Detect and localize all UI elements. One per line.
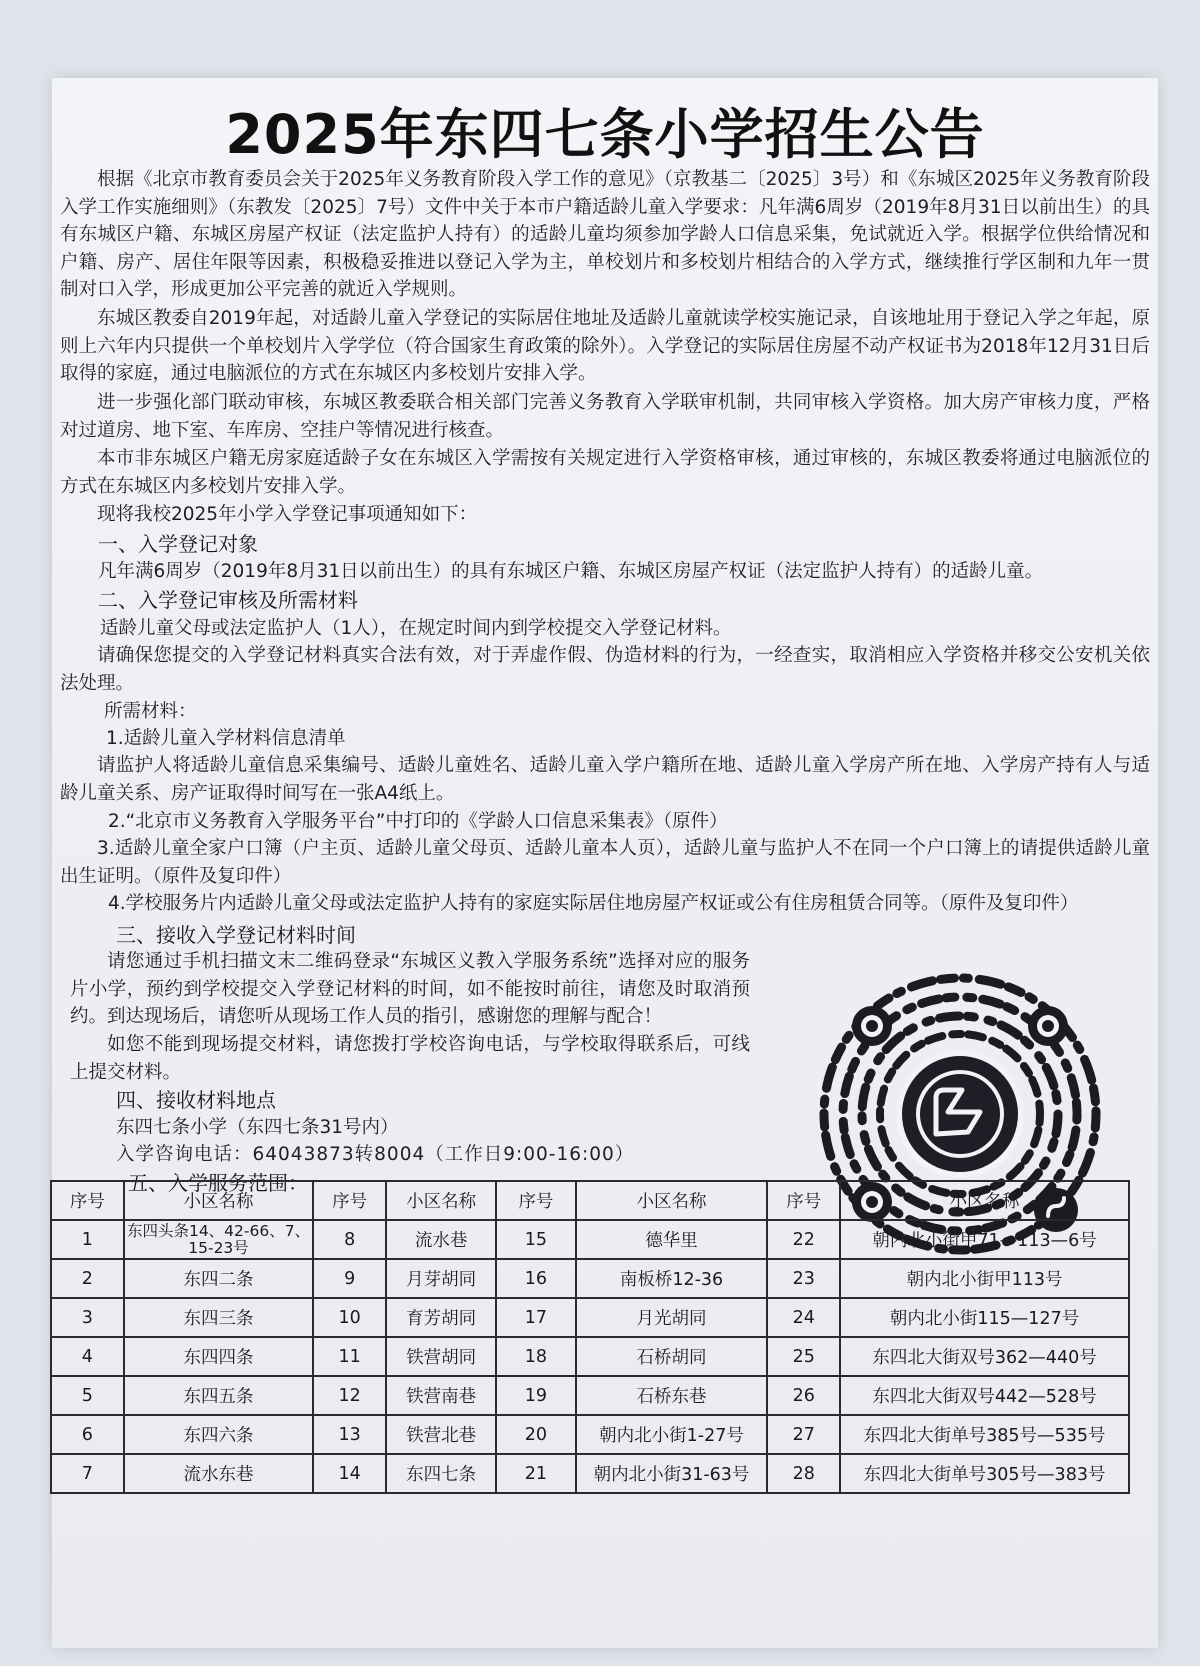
service-range-table [50,1180,1130,1494]
material-item-3: 3.适龄儿童全家户口簿（户主页、适龄儿童父母页、适龄儿童本人页），适龄儿童与监护人不在同一个户口簿上的请提供适龄儿童出生证明。（原件及复印件） [60,838,1150,887]
table-row [51,1259,1129,1298]
table-cell: 13 [313,1415,386,1454]
table-cell: 27 [767,1415,840,1454]
page-title: 2025年东四七条小学招生公告 [225,103,985,166]
section-3-text-2: 如您不能到现场提交材料，请您拨打学校咨询电话，与学校取得联系后，可线上提交材料。 [70,1034,750,1083]
table-cell: 10 [313,1298,386,1337]
table-cell: 东四三条 [124,1298,314,1337]
table-cell: 朝内北小街1-27号 [576,1415,768,1454]
header-community-2: 小区名称 [386,1181,496,1220]
table-cell: 24 [767,1298,840,1337]
table-cell: 东四北大街单号305号—383号 [840,1454,1129,1493]
table-cell: 4 [51,1337,124,1376]
table-cell: 东四六条 [124,1415,314,1454]
table-cell: 14 [313,1454,386,1493]
table-row [51,1415,1129,1454]
table-cell: 东四四条 [124,1337,314,1376]
table-row [51,1298,1129,1337]
table-cell: 朝内北小街115—127号 [840,1298,1129,1337]
material-item-1: 1.适龄儿童入学材料信息清单 [106,728,346,749]
table-cell: 铁营北巷 [386,1415,496,1454]
table-cell: 朝内北小街甲113号 [840,1259,1129,1298]
table-cell: 19 [496,1376,575,1415]
section-1-heading: 一、入学登记对象 [98,532,258,556]
table-cell: 26 [767,1376,840,1415]
table-cell: 18 [496,1337,575,1376]
table-row [51,1337,1129,1376]
table-cell: 石桥胡同 [576,1337,768,1376]
intro-paragraph-4: 本市非东城区户籍无房家庭适龄子女在东城区入学需按有关规定进行入学资格审核，通过审核的，东城区教委将通过电脑派位的方式在东城区内多校划片安排入学。 [60,448,1150,497]
table-cell: 1 [51,1220,124,1259]
table-header-row [51,1181,1129,1220]
table-cell: 铁营胡同 [386,1337,496,1376]
table-cell: 28 [767,1454,840,1493]
table-cell: 3 [51,1298,124,1337]
table-cell: 23 [767,1259,840,1298]
table-cell: 8 [313,1220,386,1259]
header-community-3: 小区名称 [576,1181,768,1220]
table-cell: 流水东巷 [124,1454,314,1493]
table-cell: 石桥东巷 [576,1376,768,1415]
section-1-text: 凡年满6周岁（2019年8月31日以前出生）的具有东城区户籍、东城区房屋产权证（法定监护人持有）的适龄儿童。 [98,561,1044,582]
header-index-4: 序号 [767,1181,840,1220]
consultation-phone: 入学咨询电话：64043873转8004（工作日9:00-16:00） [116,1144,635,1165]
section-2-text-2: 请确保您提交的入学登记材料真实合法有效，对于弄虚作假、伪造材料的行为，一经查实，取消相应入学资格并移交公安机关依法处理。 [60,645,1150,694]
table-cell: 东四二条 [124,1259,314,1298]
table-cell: 铁营南巷 [386,1376,496,1415]
intro-paragraph-5: 现将我校2025年小学入学登记事项通知如下： [97,504,478,525]
table-cell: 东四头条14、42-66、7、15-23号 [124,1220,314,1259]
section-3-heading: 三、接收入学登记材料时间 [116,923,356,947]
header-community-1: 小区名称 [124,1181,314,1220]
table-row [51,1220,1129,1259]
table-cell: 东四北大街双号362—440号 [840,1337,1129,1376]
table-cell: 17 [496,1298,575,1337]
material-item-4: 4.学校服务片内适龄儿童父母或法定监护人持有的家庭实际居住地房屋产权证或公有住房租赁合同等。（原件及复印件） [108,893,1079,914]
table-cell: 20 [496,1415,575,1454]
table-cell: 15 [496,1220,575,1259]
table-row [51,1454,1129,1493]
intro-paragraph-1: 根据《北京市教育委员会关于2025年义务教育阶段入学工作的意见》（京教基二〔2025〕3号）和《东城区2025年义务教育阶段入学工作实施细则》（东教发〔2025〕7号）文件中关于本市户籍适龄儿童入学要求：凡年满6周岁（2019年8月31日以前出生）的具有东城区户籍、东城区房屋产权证（法定监护人持有）的适龄儿童均须参加学龄人口信息采集，免试就近入学。根据学位供给情况和户籍、房产、居住年限等因素，积极稳妥推进以登记入学为主，单校划片和多校划片相结合的入学方式，继续推行学区制和九年一贯制对口入学，形成更加公平完善的就近入学规则。 [60,169,1150,300]
table-row [51,1376,1129,1415]
header-community-4: 小区名称 [840,1181,1129,1220]
table-cell: 11 [313,1337,386,1376]
school-address: 东四七条小学（东四七条31号内） [116,1117,399,1138]
table-cell: 12 [313,1376,386,1415]
table-cell: 16 [496,1259,575,1298]
table-cell: 南板桥12-36 [576,1259,768,1298]
table-cell: 朝内北小街甲71—113—6号 [840,1220,1129,1259]
section-2-text-1: 适龄儿童父母或法定监护人（1人），在规定时间内到学校提交入学登记材料。 [100,618,732,639]
section-5-heading: 五、入学服务范围： [128,1171,308,1195]
table-cell: 流水巷 [386,1220,496,1259]
table-cell: 9 [313,1259,386,1298]
table-cell: 2 [51,1259,124,1298]
table-cell: 6 [51,1415,124,1454]
section-2-heading: 二、入学登记审核及所需材料 [98,588,358,612]
table-cell: 5 [51,1376,124,1415]
table-cell: 德华里 [576,1220,768,1259]
table-cell: 东四五条 [124,1376,314,1415]
intro-paragraph-2: 东城区教委自2019年起，对适龄儿童入学登记的实际居住地址及适龄儿童就读学校实施记录，自该地址用于登记入学之年起，原则上六年内只提供一个单校划片入学学位（符合国家生育政策的除外）。入学登记的实际居住房屋不动产权证书为2018年12月31日后取得的家庭，通过电脑派位的方式在东城区内多校划片安排入学。 [60,308,1150,384]
table-cell: 朝内北小街31-63号 [576,1454,768,1493]
intro-paragraph-3: 进一步强化部门联动审核，东城区教委联合相关部门完善义务教育入学联审机制，共同审核入学资格。加大房产审核力度，严格对过道房、地下室、车库房、空挂户等情况进行核查。 [60,392,1150,441]
table-cell: 育芳胡同 [386,1298,496,1337]
section-4-heading: 四、接收材料地点 [116,1088,276,1112]
table-cell: 东四北大街双号442—528号 [840,1376,1129,1415]
table-cell: 东四七条 [386,1454,496,1493]
materials-label: 所需材料： [104,701,197,722]
table-cell: 22 [767,1220,840,1259]
table-cell: 21 [496,1454,575,1493]
section-3-text-1: 请您通过手机扫描文末二维码登录“东城区义教入学服务系统”选择对应的服务片小学，预约到学校提交入学登记材料的时间，如不能按时前往，请您及时取消预约。到达现场后，请您听从现场工作人员的指引，感谢您的理解与配合！ [70,951,750,1027]
material-item-1-detail: 请监护人将适龄儿童信息采集编号、适龄儿童姓名、适龄儿童入学户籍所在地、适龄儿童入学房产所在地、入学房产持有人与适龄儿童关系、房产证取得时间写在一张A4纸上。 [60,755,1150,804]
table-cell: 月芽胡同 [386,1259,496,1298]
table-cell: 7 [51,1454,124,1493]
table-cell: 东四北大街单号385号—535号 [840,1415,1129,1454]
header-index-3: 序号 [496,1181,575,1220]
header-index-1: 序号 [51,1181,124,1220]
table-cell: 25 [767,1337,840,1376]
table-cell: 月光胡同 [576,1298,768,1337]
header-index-2: 序号 [313,1181,386,1220]
material-item-2: 2.“北京市义务教育入学服务平台”中打印的《学龄人口信息采集表》（原件） [108,811,728,832]
